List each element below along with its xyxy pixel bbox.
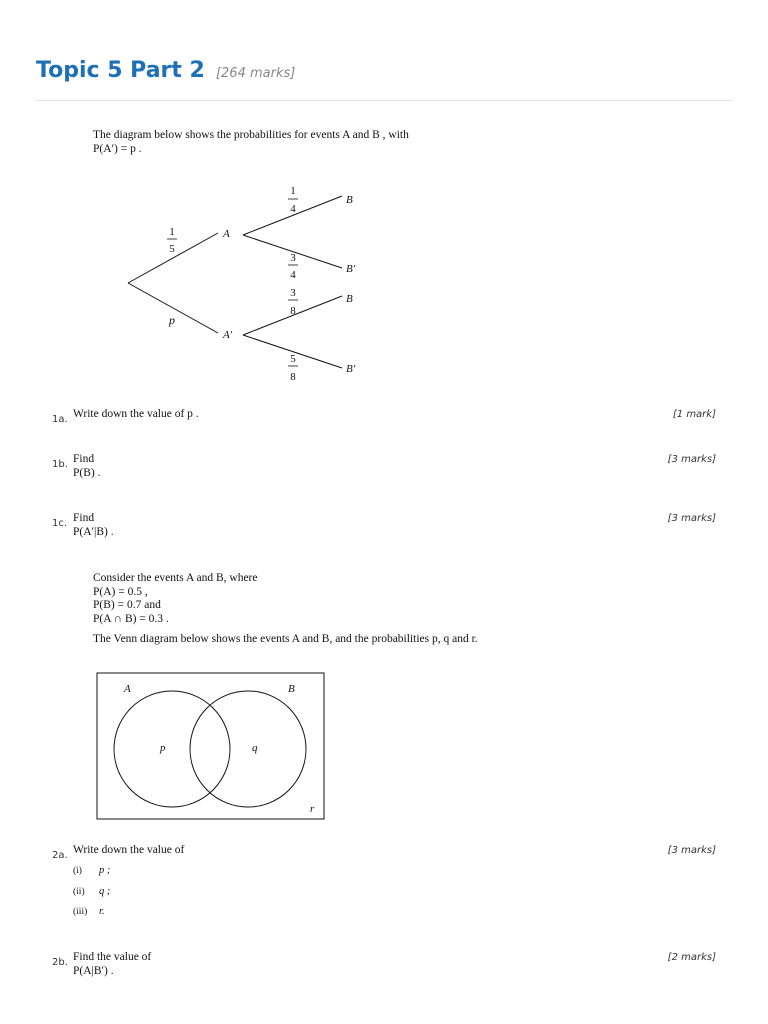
q1b-line1: Find [73,453,95,465]
leaf-Acomp-Bcomp: B′ [346,363,356,375]
q1b-number: 1b. [52,459,68,470]
prob-Acomp-Bcomp-fraction [288,353,298,383]
venn-diagram [96,672,326,822]
q1b-line2: P(B) . [73,466,101,479]
page-header [36,58,736,83]
venn-label-r: r [310,803,315,815]
q2b-marks: [2 marks] [667,952,716,963]
prob-A-Bcomp-fraction [288,252,298,281]
prob-A-Bcomp-num: 3 [290,252,296,264]
prob-root-A-num: 1 [169,226,175,238]
prob-A-B-num: 1 [290,185,296,197]
q2-venn-intro: The Venn diagram below shows the events A and B, and the probabilities p, q and r. [93,633,478,645]
prob-Acomp-B-fraction [288,287,298,317]
prob-A-B-fraction [288,185,298,215]
q2a-subpart-i-text: p ; [99,865,111,876]
page-title: Topic 5 Part 2 [36,58,205,83]
venn-circle-A [114,691,230,807]
q2a-subpart-iii-label: (iii) [73,907,88,917]
q2-intro-line2: P(A) = 0.5 , [93,585,148,598]
q1b-marks: [3 marks] [667,454,716,465]
q2b-line1: Find the value of [73,951,152,963]
q1-intro-line1: The diagram below shows the probabilities for events A and B , with [93,129,409,141]
q1c-number: 1c. [52,518,68,529]
probability-tree-diagram [110,178,390,388]
q2a-line1: Write down the value of [73,844,185,856]
prob-A-Bcomp-den: 4 [290,269,296,281]
venn-label-q: q [252,742,258,754]
prob-A-B-den: 4 [290,203,296,215]
node-A: A [223,228,230,240]
q2a-marks: [3 marks] [667,845,716,856]
prob-Acomp-B-num: 3 [290,287,296,299]
q1a-number: 1a. [52,414,68,425]
leaf-A-Bcomp: B′ [346,263,356,275]
header-divider [36,100,732,101]
q2-intro-line1: Consider the events A and B, where [93,572,258,584]
q2b-line2: P(A|B′) . [73,964,114,977]
q2a-number: 2a. [52,850,68,861]
prob-root-A-den: 5 [169,243,175,255]
q2b-text [73,951,151,978]
q2a-subpart-i-label: (i) [73,866,82,876]
q2-intro-line4: P(A ∩ B) = 0.3 . [93,612,169,625]
q2-intro-line3: P(B) = 0.7 and [93,599,161,611]
prob-root-Acomp: p [169,313,175,327]
prob-Acomp-B-den: 8 [290,305,296,317]
q1a-text [73,408,199,422]
prob-root-A-fraction [167,226,177,255]
q2a-subpart-ii-text: q ; [99,886,111,897]
leaf-Acomp-B: B [346,293,353,305]
q2a-subpart-iii-text: r. [99,906,105,917]
q1c-marks: [3 marks] [667,513,716,524]
q1a-line1: Write down the value of p . [73,408,199,420]
q1-intro-line2: P(A′) = p . [93,142,142,155]
q1c-line2: P(A′|B) . [73,525,114,538]
venn-circle-B [190,691,306,807]
q2a-subpart-ii-label: (ii) [73,887,85,897]
prob-Acomp-Bcomp-num: 5 [290,353,296,365]
q1c-text [73,512,114,539]
branch-root-to-A [128,233,218,283]
q1c-line1: Find [73,512,95,524]
node-Acomp: A′ [223,329,233,341]
q1a-marks: [1 mark] [672,409,716,420]
leaf-A-B: B [346,194,353,206]
venn-label-B: B [288,683,295,695]
q2a-subpart-ii [73,886,110,897]
venn-label-p: p [160,742,166,754]
q2b-number: 2b. [52,957,68,968]
branch-A-to-B [243,196,342,235]
q1-stem [93,129,409,156]
venn-label-A: A [124,683,131,695]
q2-stem [93,572,478,647]
q2a-text [73,844,184,858]
q2a-subpart-iii [73,906,105,917]
total-marks: [264 marks] [215,66,296,81]
q2a-subpart-i [73,865,110,876]
q1b-text [73,453,100,480]
prob-Acomp-Bcomp-den: 8 [290,371,296,383]
